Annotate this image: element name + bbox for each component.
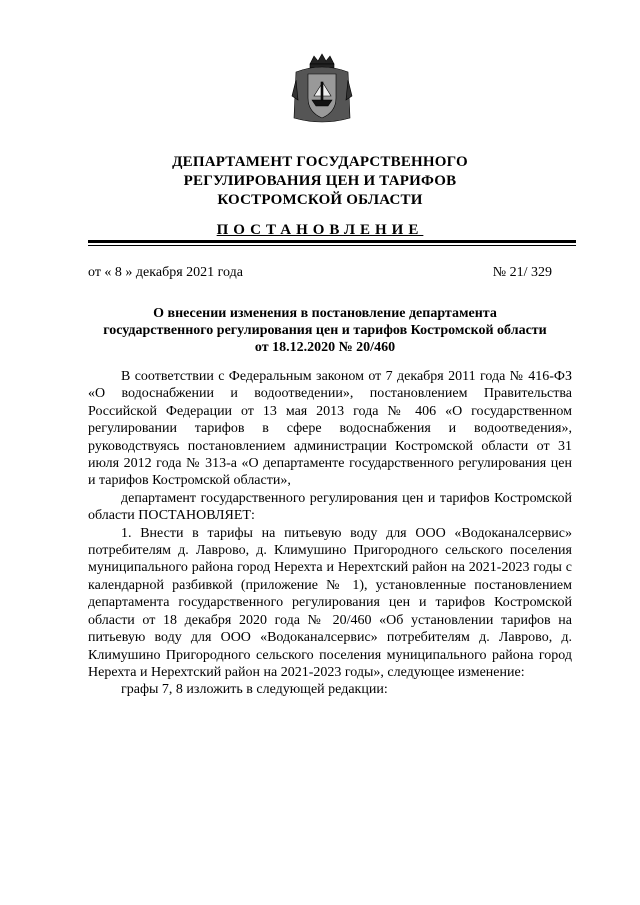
department-line: ДЕПАРТАМЕНТ ГОСУДАРСТВЕННОГО [172,154,468,170]
paragraph-item-1: 1. Внести в тарифы на питьевую воду для ООО «Водоканалсервис» потребителям д. Лаврово, д. Климушино Пригородного сельского поселения муниципального района город Нерехта и Нерехтский район на 2021-2023 годы с календарной разбивкой (приложение № 1), установленные постановлением департамента государственного регулирования цен и тарифов Костромской области от 18 декабря 2020 года № 20/460 «Об установлении тарифов на питьевую воду для ООО «Водоканалсервис» потребителям д. Лаврово, д. Климушино Пригородного сельского поселения муниципального района город Нерехта и Нерехтский район на 2021-2023 годы», следующее изменение: [88,525,572,680]
title-line: от 18.12.2020 № 20/460 [254,340,396,355]
document-body [88,368,572,699]
department-name [60,153,580,210]
title-line: государственного регулирования цен и тарифов Костромской области [103,323,547,338]
document-title [80,305,570,356]
header-divider-thin [88,245,576,246]
paragraph-preamble: В соответствии с Федеральным законом от 7 декабря 2011 года № 416-ФЗ «О водоснабжении и водоотведении», постановлением Правительства Российской Федерации от 13 мая 2013 года № 406 «О государственном регулировании тарифов в сфере водоснабжения и водоотведения», руководствуясь постановлением администрации Костромской области от 31 июля 2012 года № 313-а «О департаменте государственного регулирования цен и тарифов Костромской области», [88,369,572,489]
paragraph-resolves: департамент государственного регулирования цен и тарифов Костромской области ПОСТАНОВЛЯЕТ: [88,490,572,524]
document-number: № 21/ 329 [492,265,552,280]
department-line: РЕГУЛИРОВАНИЯ ЦЕН И ТАРИФОВ [183,173,457,189]
department-line: КОСТРОМСКОЙ ОБЛАСТИ [217,192,423,208]
document-date: от « 8 » декабря 2021 года [88,265,243,280]
paragraph-columns: графы 7, 8 изложить в следующей редакции: [121,682,388,698]
header-divider [88,240,576,243]
coat-of-arms-icon [290,52,354,128]
document-type: ПОСТАНОВЛЕНИЕ [216,222,424,238]
title-line: О внесении изменения в постановление департамента [153,306,497,321]
